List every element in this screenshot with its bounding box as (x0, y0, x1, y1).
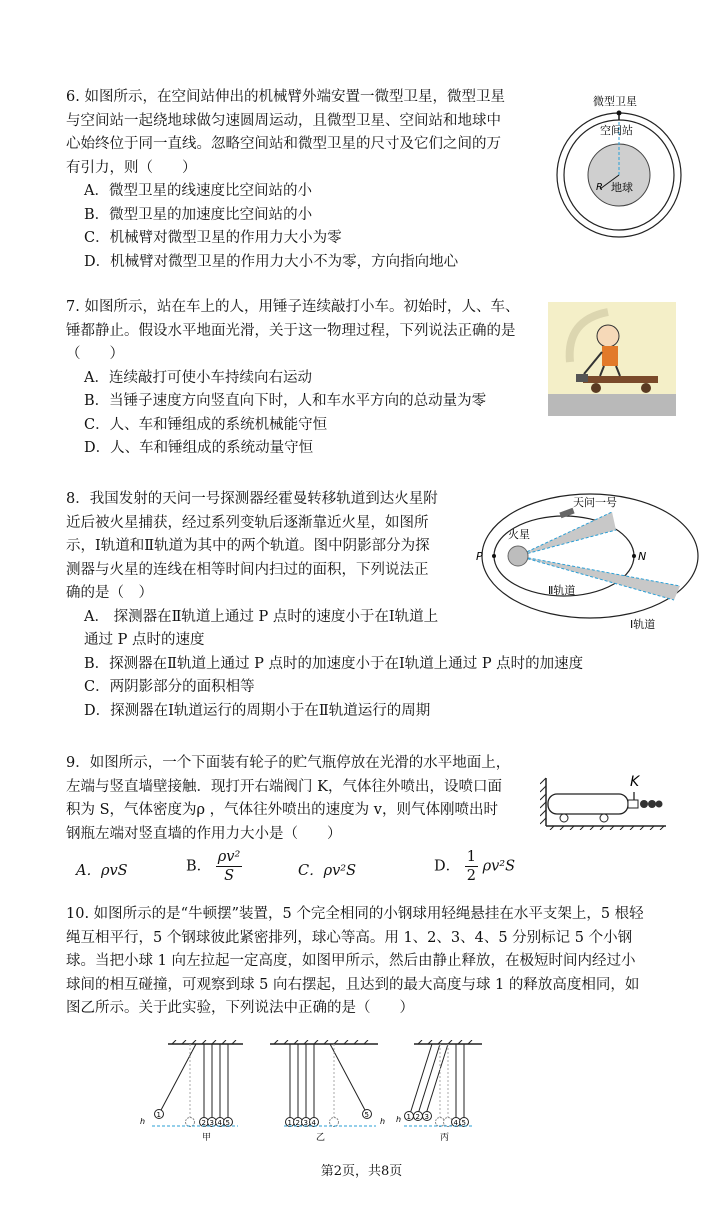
height-label: h (396, 1115, 402, 1124)
ball-label: 2 (295, 1119, 300, 1127)
q9-option-d-numerator: 1 (466, 849, 476, 865)
height-label: h (140, 1117, 146, 1126)
ball-label: 1 (406, 1113, 411, 1121)
question-6 (66, 86, 536, 274)
figure-bing-label: 丙 (440, 1133, 450, 1143)
q9-option-b (186, 848, 242, 885)
q6-stem-line: 与空间站一起绕地球做匀速圆周运动，且微型卫星、空间站和地球中 (66, 112, 501, 129)
earth-label: 地球 (611, 181, 633, 194)
n-label: N (638, 550, 647, 563)
question-7 (66, 296, 546, 461)
q8-stem-line: 示，Ⅰ轨道和Ⅱ轨道为其中的两个轨道。图中阴影部分为探 (66, 538, 430, 554)
q9-figure-gas-bottle (540, 770, 670, 830)
q9-option-d-denominator: 2 (466, 868, 476, 884)
probe-label: 天问一号 (573, 496, 617, 509)
mars-label: 火星 (508, 528, 530, 541)
ball-label: 5 (364, 1111, 369, 1119)
q8-figure-orbits (470, 490, 715, 640)
figure-yi-label: 乙 (316, 1133, 326, 1143)
ball-label: 4 (311, 1119, 316, 1127)
q6-figure-orbit (553, 92, 683, 242)
ball-label: 3 (424, 1113, 429, 1121)
ball-label: 4 (453, 1119, 458, 1127)
q10-stem-line: 绳互相平行，5 个钢球彼此紧密排列，球心等高。用 1、2、3、4、5 分别标记 5 个小钢 (66, 929, 633, 946)
q9-option-d-label: D． (434, 858, 461, 875)
q6-stem-line: 有引力，则（ ） (66, 159, 197, 176)
q9-option-b-label: B． (186, 858, 212, 875)
q6-option-b: B．微型卫星的加速度比空间站的小 (84, 206, 313, 223)
q9-option-b-denominator: S (224, 868, 234, 884)
q9-stem-line: 左端与竖直墙壁接触．现打开右端阀门 K，气体往外喷出，设喷口面 (66, 778, 502, 795)
q10-stem-line: 10. 如图所示的是“牛顿摆”装置，5 个完全相同的小钢球用轻绳悬挂在水平支架上，5 根轻 (66, 906, 644, 922)
ball-label: 5 (225, 1119, 230, 1127)
q6-option-d: D．机械臂对微型卫星的作用力大小不为零，方向指向地心 (84, 253, 459, 270)
ball-label: 3 (303, 1119, 308, 1127)
q8-option-b: B．探测器在Ⅱ轨道上通过 P 点时的加速度小于在Ⅰ轨道上通过 P 点时的加速度 (84, 655, 584, 672)
q6-option-a: A．微型卫星的线速度比空间站的小 (84, 183, 312, 199)
q10-stem-line: 球。当把小球 1 向左拉起一定高度，如图甲所示，然后由静止释放，在极短时间内经过小 (66, 953, 636, 969)
q10-stem-line: 球间的相互碰撞，可观察到球 5 向右摆起，且达到的最大高度与球 1 的释放高度相同，如 (66, 976, 640, 993)
p-label: P (476, 550, 483, 563)
orbit1-label: Ⅰ轨道 (630, 618, 656, 631)
ball-label: 1 (156, 1111, 161, 1119)
q6-option-c: C．机械臂对微型卫星的作用力大小为零 (84, 230, 342, 246)
q8-stem-line: 近后被火星捕获，经过系列变轨后逐渐靠近火星，如图所 (66, 514, 429, 531)
question-10 (66, 903, 666, 1021)
q9-option-d-fraction (465, 848, 478, 885)
ball-label: 1 (287, 1119, 292, 1127)
radius-label: R (596, 182, 603, 193)
station-label: 空间站 (600, 124, 633, 137)
q8-stem-line: 确的是（ ） (66, 585, 153, 601)
ball-label: 5 (461, 1119, 466, 1127)
q7-figure-cart (548, 302, 676, 416)
q7-option-b: B．当锤子速度方向竖直向下时，人和车水平方向的总动量为零 (84, 393, 487, 409)
q9-option-b-fraction (216, 848, 243, 885)
page-footer: 第2页，共8页 (320, 1164, 403, 1179)
q8-option-c: C．两阴影部分的面积相等 (84, 679, 255, 695)
q9-option-d (434, 848, 515, 885)
q7-option-a: A．连续敲打可使小车持续向右运动 (84, 369, 312, 386)
q8-stem-line: 8．我国发射的天问一号探测器经霍曼转移轨道到达火星附 (66, 491, 438, 507)
q9-option-c: C．ρv²S (298, 863, 357, 879)
question-9 (66, 752, 546, 846)
q9-stem-line: 积为 S，气体密度为ρ ，气体往外喷出的速度为 v，则气体刚喷出时 (66, 802, 498, 818)
orbit2-label: Ⅱ轨道 (548, 584, 576, 597)
q7-stem-line: 锤都静止。假设水平地面光滑，关于这一物理过程，下列说法正确的是 (66, 322, 516, 339)
q9-stem-line: 9．如图所示，一个下面装有轮子的贮气瓶停放在光滑的水平地面上， (66, 755, 511, 771)
q8-stem-line: 测器与火星的连线在相等时间内扫过的面积，下列说法正 (66, 561, 429, 578)
q6-stem-line: 心始终位于同一直线。忽略空间站和微型卫星的尺寸及它们之间的万 (66, 136, 501, 152)
q7-option-c: C．人、车和锤组成的系统机械能守恒 (84, 416, 328, 433)
q7-stem-line: 7. 如图所示，站在车上的人，用锤子连续敲打小车。初始时，人、车、 (66, 299, 520, 315)
ball-label: 4 (217, 1119, 222, 1127)
height-label: h (380, 1117, 386, 1126)
ball-label: 3 (209, 1119, 214, 1127)
q8-option-d: D．探测器在Ⅰ轨道运行的周期小于在Ⅱ轨道运行的周期 (84, 702, 431, 719)
q9-option-a: A．ρvS (76, 863, 128, 879)
ball-label: 2 (415, 1113, 420, 1121)
q9-option-b-numerator: ρv² (217, 849, 241, 865)
figure-jia-label: 甲 (202, 1133, 212, 1143)
q10-figure-newton-cradle (138, 1040, 498, 1146)
mars-circle (508, 546, 528, 566)
q6-stem-line: 6. 如图所示，在空间站伸出的机械臂外端安置一微型卫星，微型卫星 (66, 89, 505, 105)
q10-stem-line: 图乙所示。关于此实验，下列说法中正确的是（ ） (66, 1000, 414, 1016)
q8-option-a-cont: 通过 P 点时的速度 (84, 632, 205, 648)
q7-option-d: D．人、车和锤组成的系统动量守恒 (84, 440, 314, 456)
q9-stem-line: 钢瓶左端对竖直墙的作用力大小是（ ） (66, 825, 342, 842)
valve-k-label: K (630, 774, 640, 790)
q7-stem-line: （ ） (66, 346, 124, 362)
q9-option-d-expression: ρv²S (482, 858, 516, 875)
satellite-label: 微型卫星 (593, 95, 637, 108)
q9-options (66, 848, 626, 894)
q8-option-a: A． 探测器在Ⅱ轨道上通过 P 点时的速度小于在Ⅰ轨道上 (84, 608, 439, 625)
ball-label: 2 (201, 1119, 206, 1127)
